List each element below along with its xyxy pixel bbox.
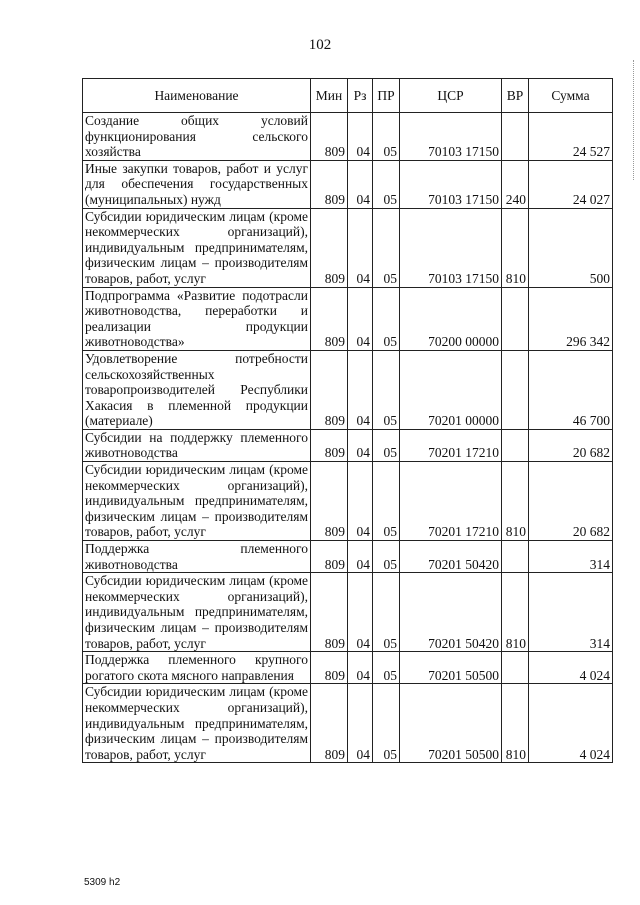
cell-pr: 05 xyxy=(373,287,400,350)
cell-name: Поддержка племенного животноводства xyxy=(83,541,311,573)
cell-vr xyxy=(502,287,529,350)
cell-min: 809 xyxy=(311,573,348,652)
cell-min: 809 xyxy=(311,350,348,429)
header-name: Наименование xyxy=(83,79,311,113)
cell-sum: 500 xyxy=(529,208,613,287)
page-number: 102 xyxy=(308,37,332,53)
cell-sum: 24 527 xyxy=(529,113,613,161)
cell-pr: 05 xyxy=(373,113,400,161)
cell-rz: 04 xyxy=(348,113,373,161)
cell-name: Субсидии юридическим лицам (кроме некоммерческих организаций), индивидуальным предпринимателям, физическим лицам – производителям товаров, работ, услуг xyxy=(83,684,311,763)
table-row xyxy=(83,160,613,208)
cell-csr: 70201 17210 xyxy=(400,462,502,541)
cell-rz: 04 xyxy=(348,160,373,208)
footer-code: 5309 h2 xyxy=(84,877,121,888)
cell-sum: 314 xyxy=(529,573,613,652)
table-row xyxy=(83,573,613,652)
table-row xyxy=(83,652,613,684)
cell-sum: 20 682 xyxy=(529,429,613,461)
cell-min: 809 xyxy=(311,684,348,763)
cell-csr: 70200 00000 xyxy=(400,287,502,350)
table-row xyxy=(83,287,613,350)
cell-vr: 810 xyxy=(502,462,529,541)
cell-name: Субсидии на поддержку племенного животноводства xyxy=(83,429,311,461)
cell-min: 809 xyxy=(311,113,348,161)
cell-pr: 05 xyxy=(373,160,400,208)
cell-sum: 4 024 xyxy=(529,684,613,763)
header-min: Мин xyxy=(311,79,348,113)
cell-sum: 24 027 xyxy=(529,160,613,208)
cell-rz: 04 xyxy=(348,429,373,461)
cell-sum: 314 xyxy=(529,541,613,573)
cell-vr: 810 xyxy=(502,573,529,652)
table-header-row xyxy=(83,79,613,113)
cell-name: Поддержка племенного крупного рогатого скота мясного направления xyxy=(83,652,311,684)
table-row xyxy=(83,684,613,763)
cell-min: 809 xyxy=(311,160,348,208)
cell-name: Иные закупки товаров, работ и услуг для обеспечения государственных (муниципальных) нужд xyxy=(83,160,311,208)
table-row xyxy=(83,429,613,461)
cell-sum: 4 024 xyxy=(529,652,613,684)
cell-name: Подпрограмма «Развитие подотрасли животноводства, переработки и реализации продукции животноводства» xyxy=(83,287,311,350)
cell-min: 809 xyxy=(311,208,348,287)
cell-sum: 46 700 xyxy=(529,350,613,429)
cell-pr: 05 xyxy=(373,462,400,541)
cell-name: Субсидии юридическим лицам (кроме некоммерческих организаций), индивидуальным предпринимателям, физическим лицам – производителям товаров, работ, услуг xyxy=(83,462,311,541)
cell-rz: 04 xyxy=(348,684,373,763)
cell-csr: 70103 17150 xyxy=(400,208,502,287)
cell-rz: 04 xyxy=(348,350,373,429)
cell-pr: 05 xyxy=(373,573,400,652)
cell-pr: 05 xyxy=(373,208,400,287)
cell-pr: 05 xyxy=(373,541,400,573)
budget-table xyxy=(82,78,613,763)
cell-pr: 05 xyxy=(373,429,400,461)
header-vr: ВР xyxy=(502,79,529,113)
cell-min: 809 xyxy=(311,541,348,573)
cell-min: 809 xyxy=(311,287,348,350)
cell-csr: 70201 17210 xyxy=(400,429,502,461)
cell-csr: 70201 50500 xyxy=(400,684,502,763)
cell-sum: 296 342 xyxy=(529,287,613,350)
header-pr: ПР xyxy=(373,79,400,113)
cell-vr: 810 xyxy=(502,684,529,763)
cell-rz: 04 xyxy=(348,652,373,684)
cell-csr: 70201 50500 xyxy=(400,652,502,684)
cell-rz: 04 xyxy=(348,541,373,573)
cell-vr: 810 xyxy=(502,208,529,287)
cell-sum: 20 682 xyxy=(529,462,613,541)
cell-vr xyxy=(502,350,529,429)
table-body xyxy=(83,113,613,763)
header-csr: ЦСР xyxy=(400,79,502,113)
cell-csr: 70201 50420 xyxy=(400,573,502,652)
cell-name: Создание общих условий функционирования сельского хозяйства xyxy=(83,113,311,161)
table-row xyxy=(83,350,613,429)
cell-name: Субсидии юридическим лицам (кроме некоммерческих организаций), индивидуальным предпринимателям, физическим лицам – производителям товаров, работ, услуг xyxy=(83,573,311,652)
cell-min: 809 xyxy=(311,652,348,684)
table-row xyxy=(83,462,613,541)
cell-vr xyxy=(502,652,529,684)
cell-name: Субсидии юридическим лицам (кроме некоммерческих организаций), индивидуальным предпринимателям, физическим лицам – производителям товаров, работ, услуг xyxy=(83,208,311,287)
header-rz: Рз xyxy=(348,79,373,113)
cell-rz: 04 xyxy=(348,462,373,541)
table-row xyxy=(83,541,613,573)
cell-pr: 05 xyxy=(373,652,400,684)
cell-min: 809 xyxy=(311,462,348,541)
table-row xyxy=(83,208,613,287)
margin-mark xyxy=(633,60,636,180)
cell-rz: 04 xyxy=(348,208,373,287)
cell-rz: 04 xyxy=(348,573,373,652)
cell-vr xyxy=(502,541,529,573)
cell-pr: 05 xyxy=(373,684,400,763)
cell-vr xyxy=(502,429,529,461)
cell-csr: 70201 50420 xyxy=(400,541,502,573)
cell-vr: 240 xyxy=(502,160,529,208)
table-row xyxy=(83,113,613,161)
cell-pr: 05 xyxy=(373,350,400,429)
cell-rz: 04 xyxy=(348,287,373,350)
cell-csr: 70201 00000 xyxy=(400,350,502,429)
cell-vr xyxy=(502,113,529,161)
cell-csr: 70103 17150 xyxy=(400,113,502,161)
cell-name: Удовлетворение потребности сельскохозяйственных товаропроизводителей Республики Хакасия в племенной продукции (материале) xyxy=(83,350,311,429)
header-sum: Сумма xyxy=(529,79,613,113)
cell-csr: 70103 17150 xyxy=(400,160,502,208)
cell-min: 809 xyxy=(311,429,348,461)
